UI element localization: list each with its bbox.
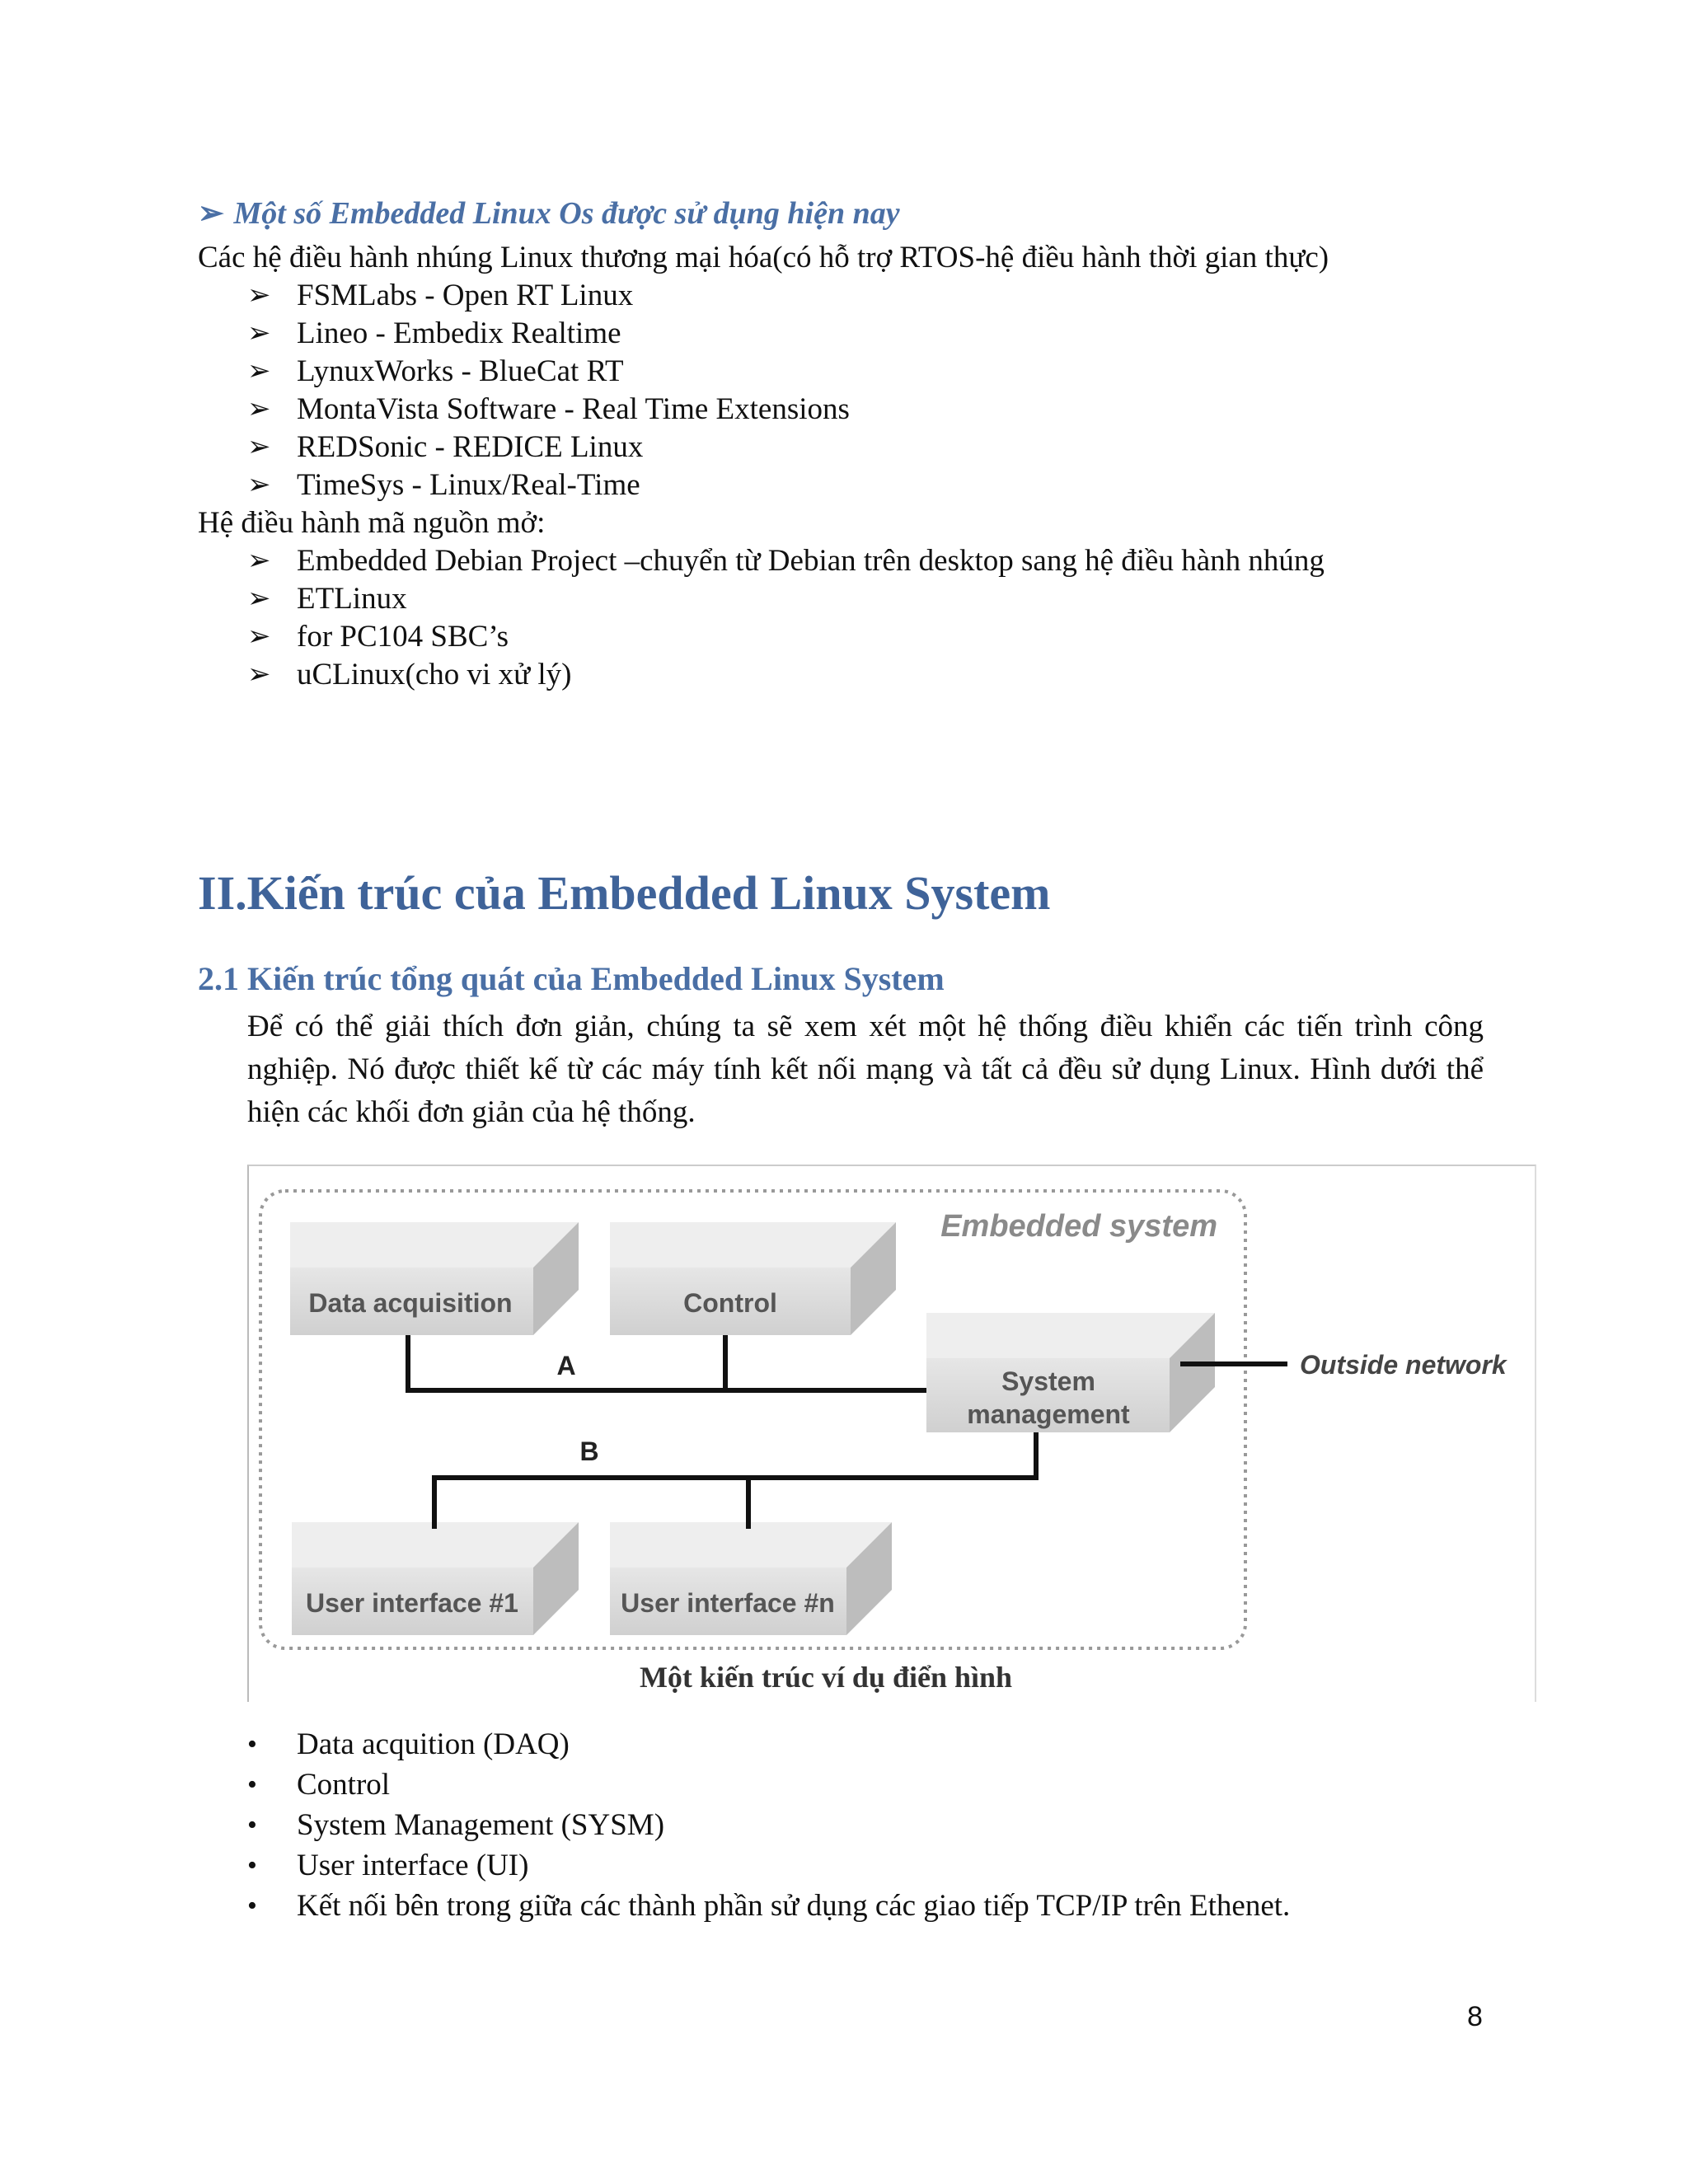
list-item <box>247 429 643 466</box>
dot-bullet-icon: • <box>247 1810 257 1840</box>
arrow-bullet-icon: ➢ <box>247 356 271 387</box>
bus-a-lines <box>408 1335 926 1390</box>
open-source-intro: Hệ điều hành mã nguồn mở: <box>198 506 546 540</box>
outside-network-label: Outside network <box>1300 1350 1507 1380</box>
list-item-text: Control <box>297 1768 391 1802</box>
list-item <box>247 353 624 391</box>
list-item <box>247 391 850 429</box>
user-interface-1-box <box>292 1522 579 1635</box>
list-item-text: ETLinux <box>297 582 407 616</box>
list-item-text: User interface (UI) <box>297 1849 529 1882</box>
list-item-text: TimeSys - Linux/Real-Time <box>297 468 640 502</box>
dot-bullet-icon: • <box>247 1769 257 1800</box>
list-item-text: Data acquition (DAQ) <box>297 1727 570 1761</box>
bus-b-label: B <box>579 1436 599 1466</box>
dot-bullet-icon: • <box>247 1729 257 1760</box>
arrow-bullet-icon: ➢ <box>247 546 271 576</box>
list-item <box>247 1807 664 1844</box>
list-item <box>247 277 633 315</box>
list-item-text: Embedded Debian Project –chuyển từ Debian trên desktop sang hệ điều hành nhúng <box>297 544 1325 578</box>
dot-bullet-icon: • <box>247 1850 257 1881</box>
commercial-intro: Các hệ điều hành nhúng Linux thương mại hóa(có hỗ trợ RTOS-hệ điều hành thời gian thực) <box>198 241 1329 274</box>
list-item <box>247 1847 528 1885</box>
arrow-bullet-icon: ➢ <box>198 196 224 231</box>
arrow-bullet-icon: ➢ <box>247 470 271 500</box>
arrow-bullet-icon: ➢ <box>247 280 271 311</box>
control-box <box>610 1222 896 1335</box>
arrow-bullet-icon: ➢ <box>247 394 271 424</box>
list-item-text: Kết nối bên trong giữa các thành phần sử dụng các giao tiếp TCP/IP trên Ethenet. <box>297 1889 1291 1923</box>
list-item-text: FSMLabs - Open RT Linux <box>297 279 634 312</box>
list-item-text: for PC104 SBC’s <box>297 620 509 654</box>
arrow-bullet-icon: ➢ <box>247 432 271 462</box>
list-item-text: System Management (SYSM) <box>297 1808 665 1842</box>
user-interface-1-label: User interface #1 <box>306 1588 518 1618</box>
system-management-box <box>926 1313 1215 1432</box>
system-management-label-line2: management <box>967 1399 1130 1429</box>
chapter-title: II.Kiến trúc của Embedded Linux System <box>198 866 1051 920</box>
section-heading-text: Một số Embedded Linux Os được sử dụng hiện nay <box>233 196 900 231</box>
arrow-bullet-icon: ➢ <box>247 583 271 614</box>
intro-paragraph: Để có thể giải thích đơn giản, chúng ta sẽ xem xét một hệ thống điều khiển các tiến trình công nghiệp. Nó được thiết kế từ các máy tính kết nối mạng và tất cả đều sử dụng Linux. Hình dưới thể hiện các khối đơn giản của hệ thống. <box>247 1010 1484 1129</box>
architecture-diagram <box>249 1166 1535 1702</box>
list-item-text: Lineo - Embedix Realtime <box>297 316 621 350</box>
page-number: 8 <box>1467 2001 1483 2032</box>
arrow-bullet-icon: ➢ <box>247 659 271 690</box>
architecture-figure <box>247 1165 1536 1702</box>
embedded-system-label: Embedded system <box>940 1209 1217 1244</box>
data-acquisition-box <box>290 1222 579 1335</box>
data-acquisition-label: Data acquisition <box>308 1288 513 1318</box>
user-interface-n-box <box>610 1522 892 1635</box>
list-item <box>247 580 407 618</box>
list-item-text: LynuxWorks - BlueCat RT <box>297 354 624 388</box>
subsection-title: 2.1 Kiến trúc tổng quát của Embedded Linux System <box>198 960 945 997</box>
arrow-bullet-icon: ➢ <box>247 621 271 652</box>
system-management-label-line1: System <box>1001 1366 1095 1396</box>
list-item <box>247 1766 390 1804</box>
list-item <box>247 656 572 694</box>
section-heading <box>198 194 900 232</box>
control-label: Control <box>683 1288 777 1318</box>
list-item-text: uCLinux(cho vi xử lý) <box>297 658 572 691</box>
list-item <box>247 315 621 353</box>
bus-a-label: A <box>556 1351 576 1380</box>
arrow-bullet-icon: ➢ <box>247 318 271 349</box>
bus-b-lines <box>434 1432 1036 1529</box>
list-item <box>247 1887 1290 1925</box>
dot-bullet-icon: • <box>247 1891 257 1921</box>
figure-caption: Một kiến trúc ví dụ điển hình <box>639 1661 1013 1694</box>
list-item <box>247 466 640 504</box>
list-item <box>247 618 509 656</box>
list-item-text: MontaVista Software - Real Time Extensions <box>297 392 850 426</box>
user-interface-n-label: User interface #n <box>621 1588 835 1618</box>
list-item <box>247 542 1325 580</box>
list-item <box>247 1726 570 1764</box>
list-item-text: REDSonic - REDICE Linux <box>297 430 644 464</box>
